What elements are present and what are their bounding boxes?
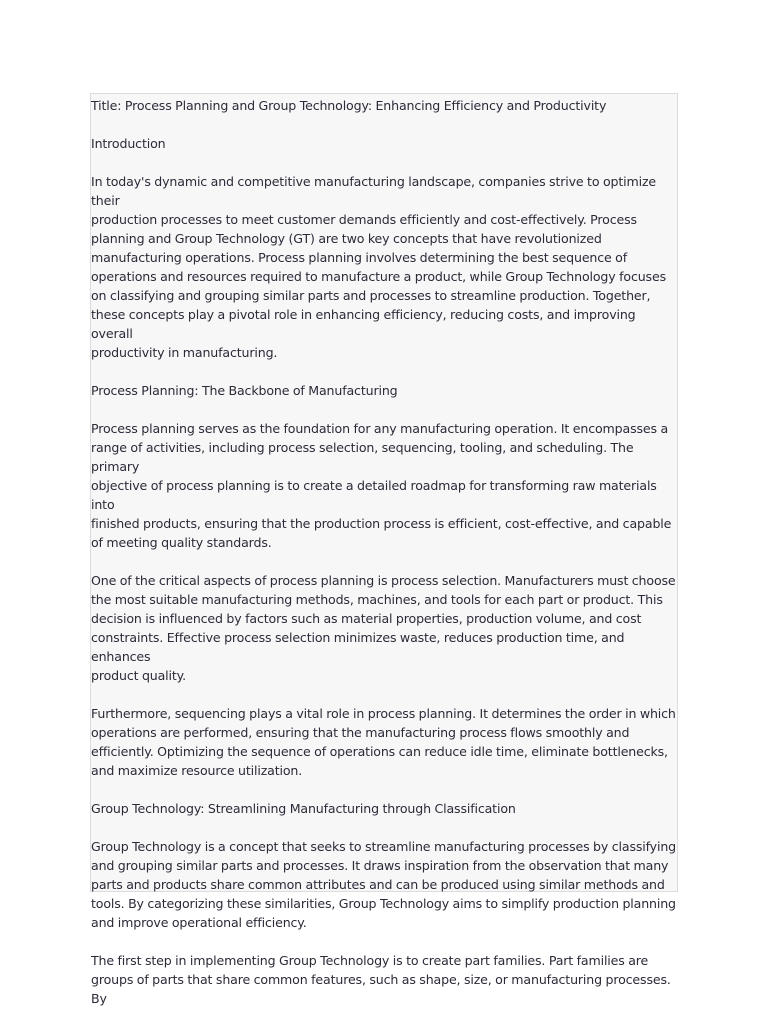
section-heading-introduction: Introduction (91, 136, 166, 151)
paragraph-group-technology-2: The first step in implementing Group Technology is to create part families. Part families are groups of parts that share common features, such as shape, size, or manufacturing processes. By (91, 953, 671, 1006)
section-heading-process-planning: Process Planning: The Backbone of Manufacturing (91, 383, 398, 398)
paragraph-process-planning-2: One of the critical aspects of process planning is process selection. Manufacturers must choose the most suitable manufacturing methods, machines, and tools for each part or product. This decision is influenced by factors such as material properties, production volume, and cost constraints. Effective process selection minimizes waste, reduces production time, and enhances product quality. (91, 573, 676, 683)
section-heading-group-technology: Group Technology: Streamlining Manufacturing through Classification (91, 801, 516, 816)
document-title: Title: Process Planning and Group Technology: Enhancing Efficiency and Productivity (91, 98, 607, 113)
paragraph-process-planning-1: Process planning serves as the foundation for any manufacturing operation. It encompasses a range of activities, including process selection, sequencing, tooling, and scheduling. The primary objective of process planning is to create a detailed roadmap for transforming raw materials into finished products, ensuring that the production process is efficient, cost-effective, and capable of meeting quality standards. (91, 421, 672, 550)
paragraph-process-planning-3: Furthermore, sequencing plays a vital role in process planning. It determines the order in which operations are performed, ensuring that the manufacturing process flows smoothly and efficiently. Optimizing the sequence of operations can reduce idle time, eliminate bottlenecks, and maximize resource utilization. (91, 706, 676, 778)
paragraph-introduction: In today's dynamic and competitive manufacturing landscape, companies strive to optimize their production processes to meet customer demands efficiently and cost-effectively. Process planning and Group Technology (GT) are two key concepts that have revolutionized manufacturing operations. Process planning involves determining the best sequence of operations and resources required to manufacture a product, while Group Technology focuses on classifying and grouping similar parts and processes to streamline production. Together, these concepts play a pivotal role in enhancing efficiency, reducing costs, and improving overall productivity in manufacturing. (91, 174, 666, 360)
document-preview (90, 93, 678, 1006)
paragraph-group-technology-1: Group Technology is a concept that seeks to streamline manufacturing processes by classifying and grouping similar parts and processes. It draws inspiration from the observation that many parts and products share common attributes and can be produced using similar methods and tools. By categorizing these similarities, Group Technology aims to simplify production planning and improve operational efficiency. (91, 839, 677, 930)
document-text (91, 94, 677, 1008)
